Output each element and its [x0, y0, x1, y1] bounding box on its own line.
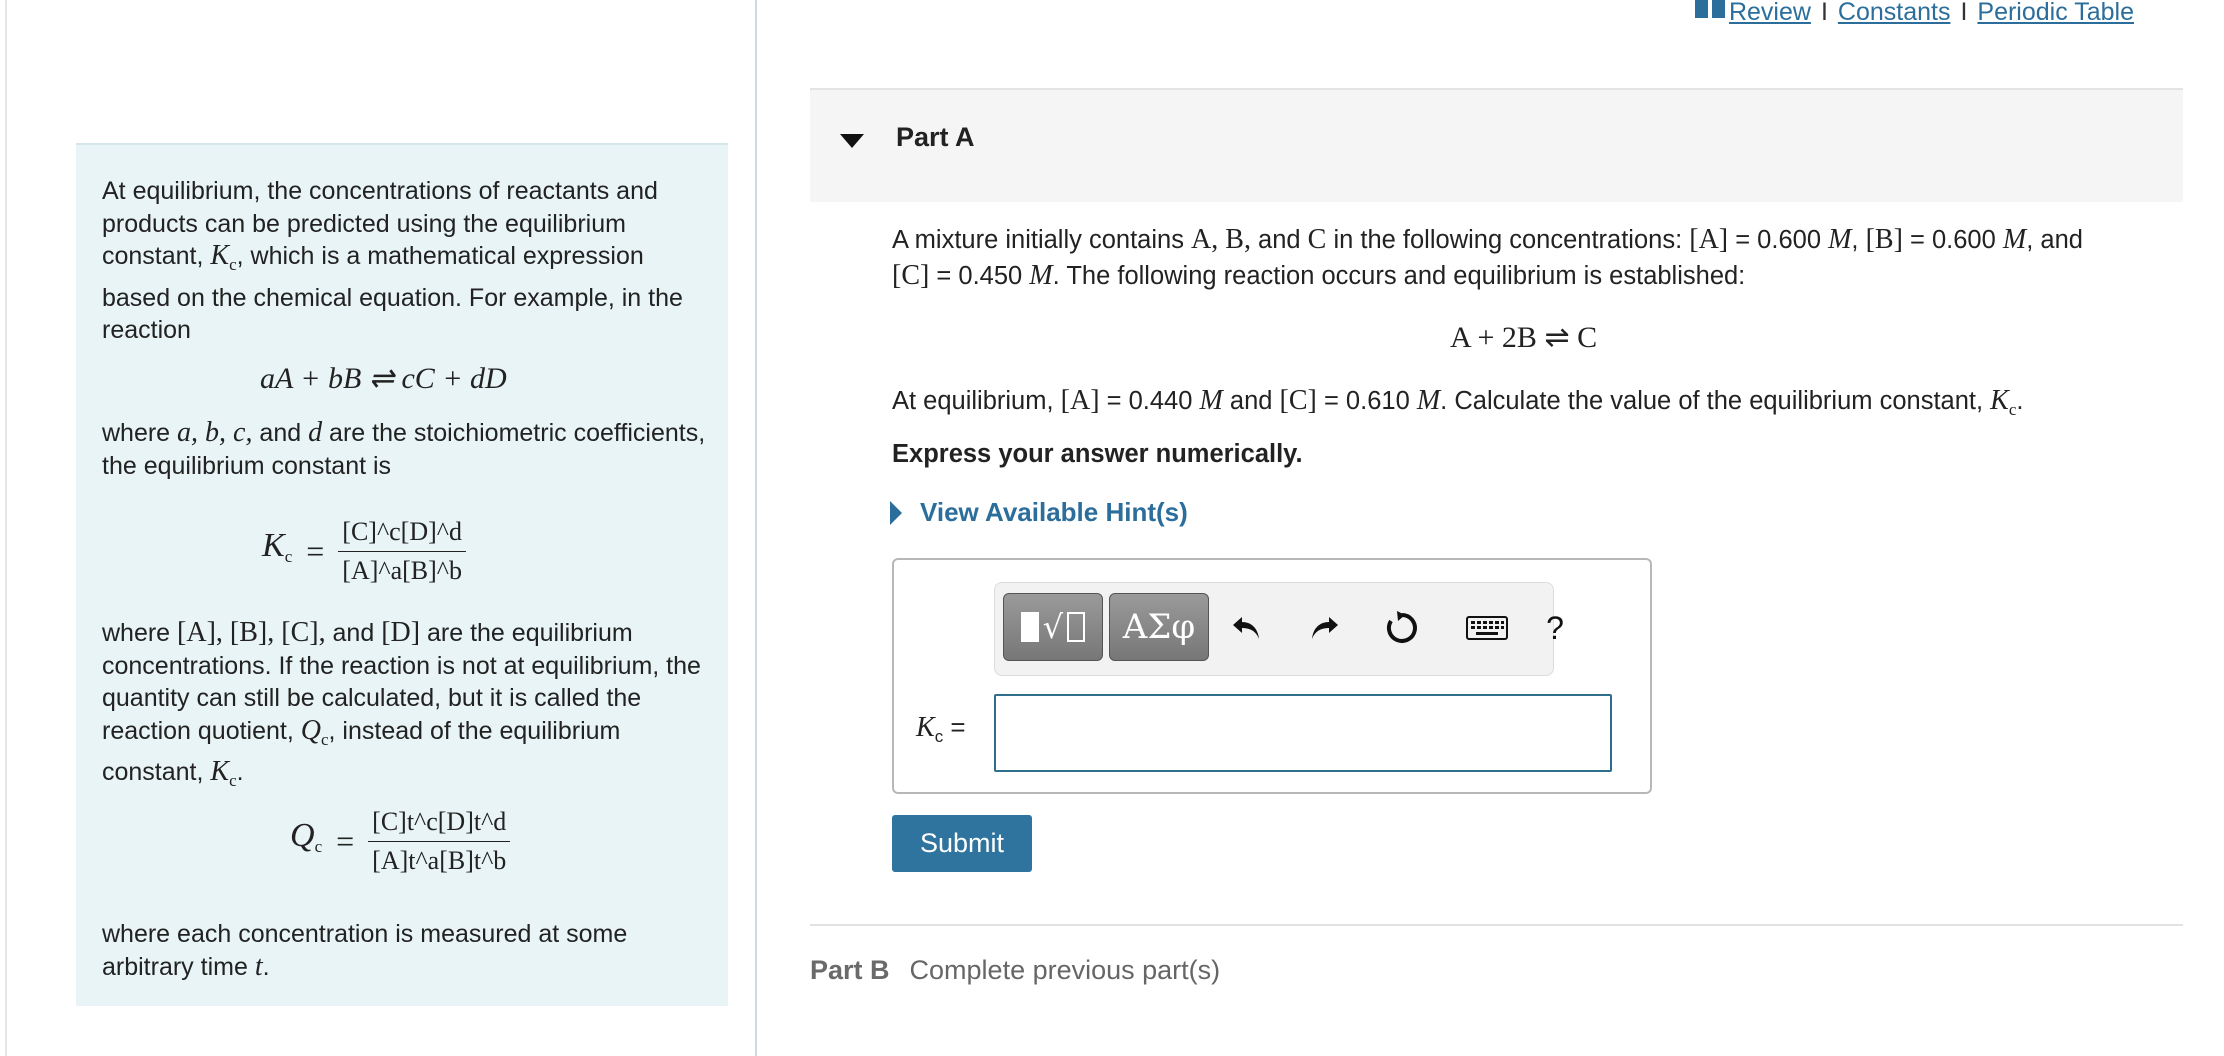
eq-c-symbol: [C] — [1279, 385, 1317, 416]
q2-kc-subscript: c — [2008, 400, 2017, 419]
kc-symbol — [210, 240, 237, 274]
part-b-header[interactable] — [810, 955, 1220, 986]
question-equilibrium — [892, 383, 2192, 427]
q1-and-2: , and — [2026, 226, 2083, 254]
and-text: and — [252, 419, 309, 447]
question-initial-conditions — [892, 222, 2192, 294]
templates-button[interactable] — [1003, 593, 1103, 661]
qc-formula-lhs — [290, 816, 323, 864]
link-separator: I — [1820, 0, 1828, 26]
answer-label-sub: c — [934, 727, 944, 746]
kc-subscript: c — [229, 255, 237, 274]
qc-fraction — [368, 805, 510, 878]
answer-instruction: Express your answer numerically. — [892, 440, 1303, 468]
q2-text-a: At equilibrium, — [892, 387, 1061, 415]
kc-fraction — [338, 515, 466, 588]
link-separator-2: I — [1960, 0, 1968, 26]
concentration-symbols: [A], [B], [C], — [177, 617, 326, 648]
qc-letter: Q — [300, 714, 321, 746]
equilibrium-info-panel — [76, 143, 728, 1006]
kc-formula-lhs — [262, 526, 293, 574]
para3-text-2: are the equilibrium concentrations. If the reaction is not at equilibrium, the quantity can still be calculated, but it is called the reaction quotient, — [102, 619, 701, 745]
coefficient-d: d — [308, 417, 323, 448]
greek-symbols-button[interactable]: ΑΣφ — [1109, 593, 1209, 661]
q1-and: and — [1250, 226, 1308, 254]
kc-symbol-2 — [210, 756, 237, 790]
info-final — [102, 918, 702, 983]
initial-c-symbol: [C] — [892, 260, 930, 291]
q2-kc-letter: K — [1990, 385, 2009, 416]
view-hints-toggle[interactable] — [890, 497, 1188, 528]
answer-label-equals: = — [943, 712, 966, 742]
equals-sign: = — [306, 533, 325, 570]
answer-input[interactable] — [994, 694, 1612, 772]
qc-subscript: c — [320, 729, 329, 749]
kc-formula — [262, 515, 466, 588]
collapse-caret-icon[interactable] — [840, 134, 864, 148]
para3-and: and — [325, 619, 382, 647]
answer-label-k: K — [916, 712, 935, 743]
kc-letter: K — [210, 240, 230, 271]
part-a-header[interactable] — [810, 88, 2183, 202]
eq-a-symbol: [A] — [1060, 385, 1100, 416]
undo-icon[interactable] — [1220, 601, 1274, 655]
book-icon — [1695, 0, 1725, 20]
constants-link[interactable]: Constants — [1837, 0, 1951, 26]
reaction-equation: A + 2B ⇌ C — [1450, 321, 1598, 354]
initial-a-value: = 0.600 — [1728, 226, 1829, 254]
kc-numerator: [C]^c[D]^d — [338, 515, 466, 552]
unit-molar-5: M — [1416, 385, 1441, 416]
para3-period: . — [236, 758, 244, 786]
info-intro — [102, 175, 702, 347]
comma: , — [1851, 226, 1866, 254]
left-edge-border — [5, 0, 7, 1056]
q1-species: A, B, — [1191, 224, 1251, 255]
resource-links — [1695, 0, 2134, 27]
q1-species-c: C — [1307, 224, 1327, 255]
qc-formula-letter: Q — [290, 816, 315, 854]
part-b-divider — [810, 924, 2183, 926]
initial-c-value: = 0.450 — [929, 262, 1030, 290]
qc-denominator: [A]t^a[B]t^b — [372, 846, 507, 875]
math-toolbar — [994, 582, 1564, 676]
kc-subscript-2: c — [229, 771, 237, 790]
periodic-table-link[interactable]: Periodic Table — [1977, 0, 2134, 26]
q1-text-b: in the following concentrations: — [1326, 226, 1690, 254]
q2-and: and — [1222, 387, 1280, 415]
answer-box — [892, 558, 1652, 794]
unit-molar-3: M — [1029, 260, 1053, 291]
review-link[interactable] — [1695, 0, 1811, 27]
kc-formula-letter: K — [262, 526, 285, 564]
q2-end: . — [2016, 387, 2024, 415]
unit-molar-2: M — [2002, 224, 2027, 255]
template-box-icon — [1067, 612, 1085, 642]
q2-text-b: . Calculate the value of the equilibrium constant, — [1440, 387, 1991, 415]
equals-sign-2: = — [336, 823, 355, 860]
q2-kc-symbol — [1990, 385, 2017, 419]
qc-formula-sub: c — [314, 836, 323, 856]
para3-text-3: , instead of the equilibrium constant, — [102, 716, 621, 786]
coefficient-symbols: a, b, c, — [177, 417, 253, 448]
redo-icon[interactable] — [1297, 601, 1351, 655]
panel-divider — [755, 0, 757, 1056]
part-a-title: Part A — [896, 122, 975, 152]
hint-label: View Available Hint(s) — [920, 497, 1188, 527]
part-b-label: Part B — [810, 955, 890, 985]
final-period: . — [262, 952, 270, 981]
unit-molar-4: M — [1199, 385, 1223, 416]
general-reaction: aA + bB ⇌ cC + dD — [260, 362, 507, 395]
radical-icon: √ — [1042, 608, 1064, 646]
help-button[interactable]: ? — [1546, 609, 1564, 646]
final-text: where each concentration is measured at some arbitrary time — [102, 920, 628, 981]
kc-formula-sub: c — [284, 546, 293, 566]
kc-letter-2: K — [210, 756, 230, 787]
qc-formula — [290, 805, 510, 878]
q1-end: . The following reaction occurs and equilibrium is established: — [1052, 262, 1746, 290]
eq-a-value: = 0.440 — [1099, 387, 1200, 415]
expand-caret-icon — [890, 501, 902, 525]
intro-text-2: , which is a mathematical expression based on the chemical equation. For example, in the reaction — [102, 242, 683, 344]
kc-denominator: [A]^a[B]^b — [342, 556, 462, 585]
template-block-icon — [1021, 612, 1039, 642]
keyboard-icon[interactable] — [1460, 601, 1514, 655]
intro-text-1: At equilibrium, the concentrations of reactants and products can be predicted using the equilibrium constant, — [102, 177, 658, 270]
info-concentrations — [102, 617, 718, 798]
initial-b-symbol: [B] — [1865, 224, 1903, 255]
para3-text-1: where — [102, 619, 178, 647]
where-text-2: are the stoichiometric coefficients, the equilibrium constant is — [102, 419, 706, 480]
time-variable: t — [254, 950, 263, 982]
reset-icon[interactable] — [1375, 601, 1429, 655]
concentration-d: [D] — [381, 617, 421, 648]
part-b-status: Complete previous part(s) — [909, 955, 1221, 985]
qc-numerator: [C]t^c[D]t^d — [368, 805, 510, 842]
initial-a-symbol: [A] — [1689, 224, 1729, 255]
where-text: where — [102, 419, 178, 447]
eq-c-value: = 0.610 — [1316, 387, 1417, 415]
review-label: Review — [1728, 0, 1811, 26]
initial-b-value: = 0.600 — [1902, 226, 2003, 254]
info-where-coefficients — [102, 417, 712, 482]
submit-button[interactable]: Submit — [892, 815, 1032, 872]
answer-label — [916, 712, 966, 747]
qc-symbol — [300, 714, 329, 749]
unit-molar: M — [1828, 224, 1852, 255]
q1-text-a: A mixture initially contains — [892, 226, 1192, 254]
